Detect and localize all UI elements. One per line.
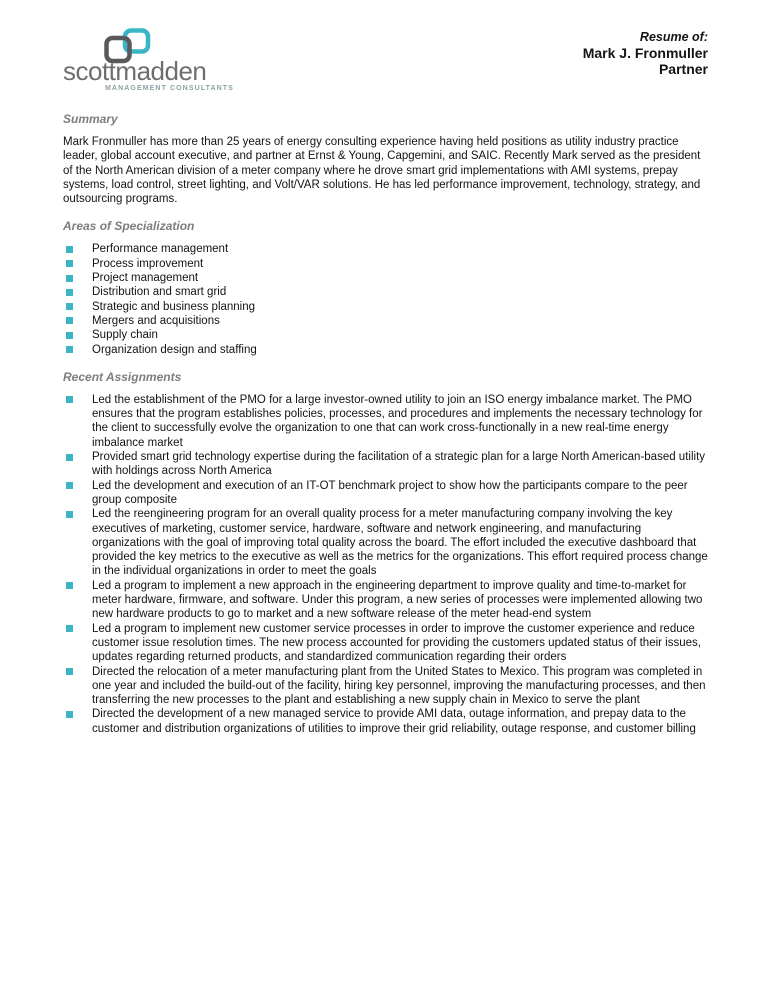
areas-item-text: Distribution and smart grid bbox=[92, 286, 227, 299]
square-bullet-icon bbox=[66, 454, 73, 461]
areas-list-item bbox=[63, 271, 708, 285]
square-bullet-icon bbox=[66, 625, 73, 632]
assignment-item-text: Directed the development of a new managed service to provide AMI data, outage information, and prepay data to the customer and distribution organizations of utilities to improve their grid reliability, outage response, and customer billing bbox=[92, 708, 696, 735]
areas-list-item bbox=[63, 242, 708, 256]
areas-list-item bbox=[63, 285, 708, 299]
assignment-list-item bbox=[63, 393, 708, 450]
areas-list-item bbox=[63, 314, 708, 328]
areas-item-text: Supply chain bbox=[92, 329, 158, 342]
square-bullet-icon bbox=[66, 346, 73, 353]
square-bullet-icon bbox=[66, 275, 73, 282]
square-bullet-icon bbox=[66, 289, 73, 296]
areas-item-text: Process improvement bbox=[92, 257, 204, 270]
square-bullet-icon bbox=[66, 396, 73, 403]
square-bullet-icon bbox=[66, 711, 73, 718]
scottmadden-logo bbox=[63, 28, 323, 92]
logo-wordmark: scottmadden bbox=[63, 56, 207, 86]
assignment-list-item bbox=[63, 479, 708, 508]
square-bullet-icon bbox=[66, 582, 73, 589]
assignment-item-text: Led the reengineering program for an overall quality process for a meter manufacturing company involving the key executives of marketing, customer service, hardware, software and network engineering, and manufacturing organizations with the goal of improving total quality across the board. The effort included the executive dashboard that provided the key metrics to the executive as well as the metrics for the organizations. This effort required process change in the individual organizations in order to meet the goals bbox=[92, 508, 708, 578]
areas-item-text: Mergers and acquisitions bbox=[92, 314, 220, 327]
square-bullet-icon bbox=[66, 332, 73, 339]
resume-of-label: Resume of: bbox=[639, 30, 708, 44]
areas-item-text: Strategic and business planning bbox=[92, 300, 256, 313]
square-bullet-icon bbox=[66, 482, 73, 489]
assignment-item-text: Provided smart grid technology expertise during the facilitation of a strategic plan for a large North American-based utility with holdings across North America bbox=[92, 451, 706, 478]
areas-item-text: Project management bbox=[92, 272, 199, 285]
logo-tagline: MANAGEMENT CONSULTANTS bbox=[105, 85, 234, 92]
assignment-item-text: Led a program to implement new customer service processes in order to improve the customer experience and reduce customer issue resolution times. The new process accounted for providing the customers updated status of their issues, updates regarding returned products, and standardized communication regarding their orders bbox=[92, 622, 701, 664]
summary-heading: Summary bbox=[63, 112, 118, 126]
assignment-list-item bbox=[63, 507, 708, 578]
areas-list-item bbox=[63, 300, 708, 314]
square-bullet-icon bbox=[66, 317, 73, 324]
assignment-list-item bbox=[63, 450, 708, 479]
resume-header-block bbox=[583, 28, 708, 77]
assignment-item-text: Led the development and execution of an IT-OT benchmark project to show how the participants compare to the peer group composite bbox=[92, 479, 688, 506]
areas-list-item bbox=[63, 328, 708, 342]
page-header bbox=[63, 28, 708, 92]
square-bullet-icon bbox=[66, 511, 73, 518]
areas-item-text: Organization design and staffing bbox=[92, 343, 257, 356]
areas-list-item bbox=[63, 257, 708, 271]
areas-list bbox=[63, 242, 708, 356]
square-bullet-icon bbox=[66, 260, 73, 267]
areas-heading: Areas of Specialization bbox=[63, 219, 195, 234]
square-bullet-icon bbox=[66, 246, 73, 253]
areas-list-item bbox=[63, 343, 708, 357]
assignment-list-item bbox=[63, 665, 708, 708]
square-bullet-icon bbox=[66, 303, 73, 310]
assignment-item-text: Directed the relocation of a meter manufacturing plant from the United States to Mexico. This program was completed in one year and included the build-out of the facility, hiring key personnel, improving the manufacturing processes, and then transferring the new processes to the plant and establishing a new supply chain in Mexico to serve the plant bbox=[92, 665, 706, 707]
assignments-list bbox=[63, 393, 708, 736]
assignment-list-item bbox=[63, 707, 708, 736]
assignments-heading: Recent Assignments bbox=[63, 369, 182, 384]
summary-paragraph: Mark Fronmuller has more than 25 years of energy consulting experience having held positions as utility industry practice leader, global account executive, and partner at Ernst & Young, Capgemini, and SAIC. Recently Mark served as the president of the North American division of a meter company where he drove smart grid implementations with AMI systems, prepay systems, load control, street lighting, and Volt/VAR solutions. He has led performance improvement, technology, strategy, and outsourcing programs. bbox=[63, 136, 701, 206]
assignment-item-text: Led the establishment of the PMO for a large investor-owned utility to join an ISO energy imbalance market. The PMO ensures that the program establishes policies, processes, and procedures and implements the necessary technology for the client to successfully evolve the organization to one that can work cross-functionally in a new real-time energy imbalance market bbox=[92, 393, 703, 449]
resume-title: Partner bbox=[658, 61, 708, 77]
assignment-item-text: Led a program to implement a new approach in the engineering department to improve quality and time-to-market for meter hardware, firmware, and software. Under this program, a new series of processes were implemented allowing two new hardware products to go to market and a new software release of the meter head-end system bbox=[92, 579, 703, 621]
square-bullet-icon bbox=[66, 668, 73, 675]
areas-item-text: Performance management bbox=[92, 243, 229, 256]
resume-name: Mark J. Fronmuller bbox=[582, 45, 708, 61]
assignment-list-item bbox=[63, 622, 708, 665]
assignment-list-item bbox=[63, 579, 708, 622]
